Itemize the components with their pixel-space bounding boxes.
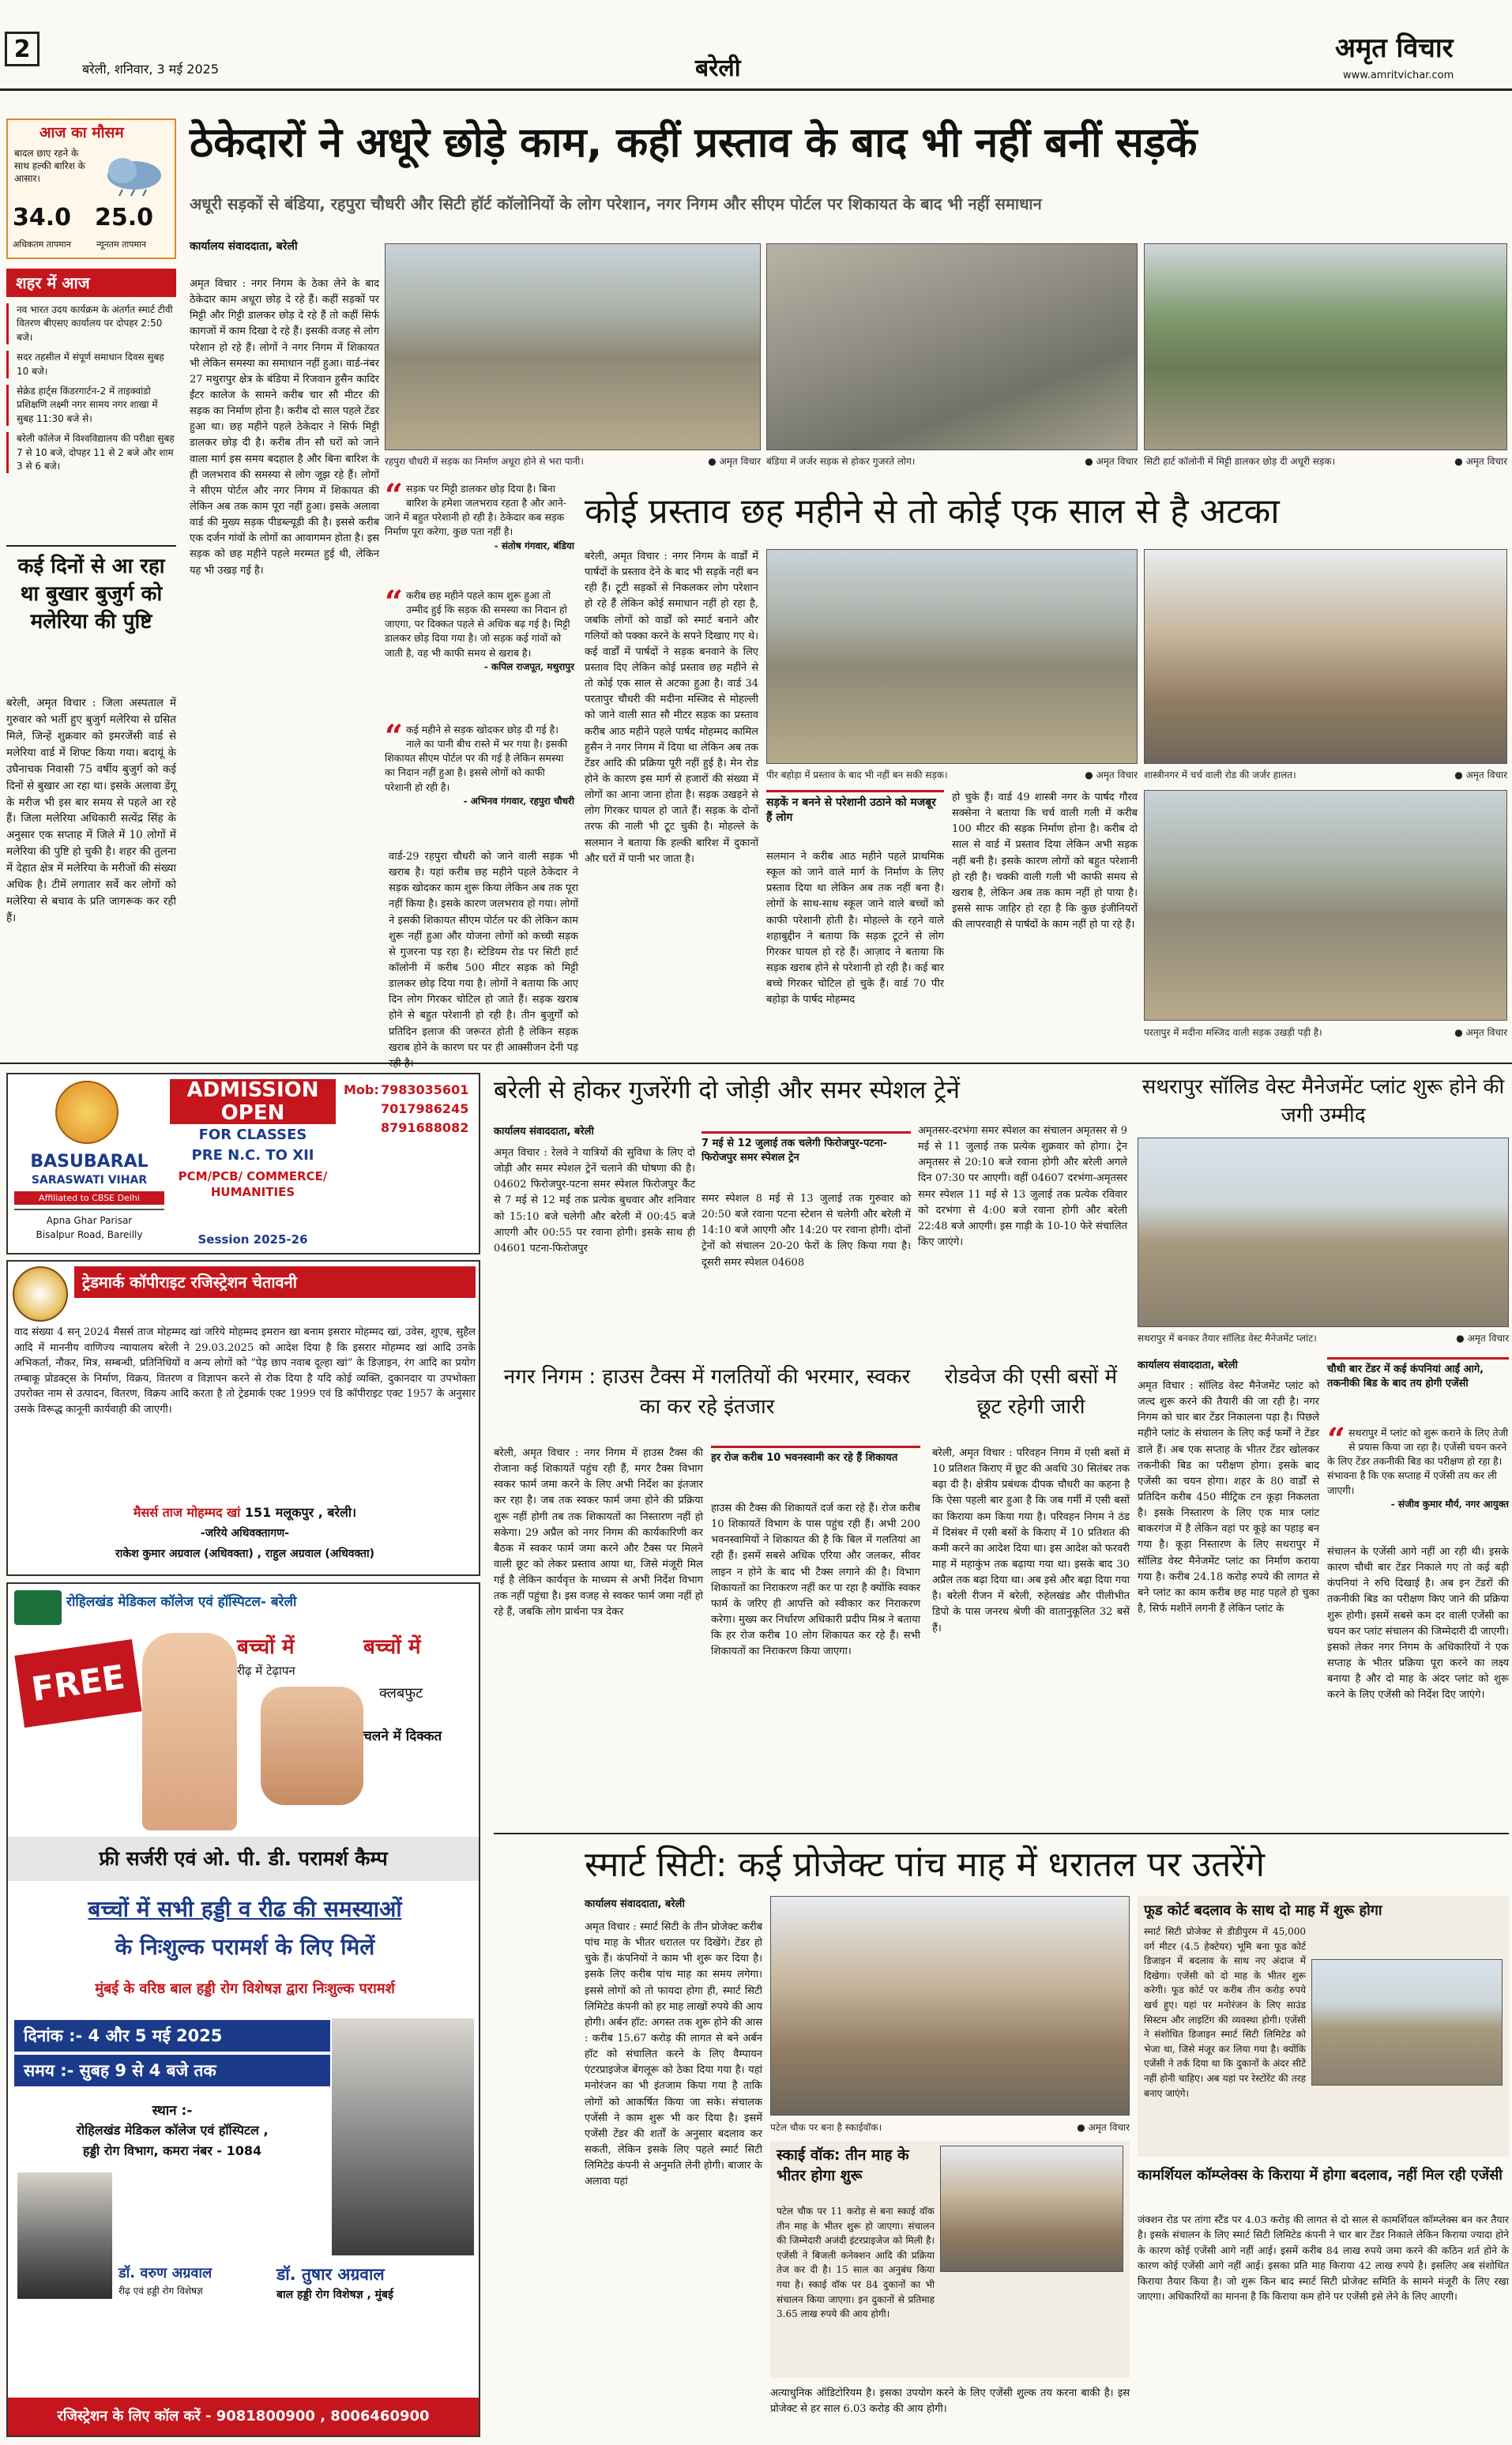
- medical-org: रोहिलखंड मेडिकल कॉलेज एवं हॉस्पिटल- बरेली: [66, 1594, 297, 1610]
- brand-seal-icon: [13, 1266, 68, 1322]
- waste-quote-text: सथरापुर में प्लांट को शुरू कराने के लिए तेजी से प्रयास किया जा रहा है। एजेंसी चयन करने के लिए टेंडर तकनीकी बिड का परीक्षण हो रहा है। संभावना है कि एक सप्ताह में एजेंसी तय कर ली जाएगी।: [1327, 1427, 1509, 1496]
- section-title: बरेली: [695, 55, 741, 82]
- photo-food-court: [1311, 1959, 1503, 2086]
- doctor-1-title: रीढ़ एवं हड्डी रोग विशेषज्ञ: [118, 2285, 203, 2296]
- proposal-col-2: सलमान ने करीब आठ महीने पहले प्राथमिक स्कूल को जाने वाले मार्ग के निर्माण के लिए प्रस्ताव दिया था लेकिन अब तक नहीं बना है। लोगों के साथ-साथ स्कूल जाने वाले बच्चों को काफी परेशानी होती है। मोहल्ले के रहने वाले शहाबुद्दीन ने बताया कि सड़क टूटने से लोग गिरकर घायल हो रहे हैं। आज़ाद ने बताया कि सड़क खराब होने से परेशानी हो रही है। कई बार बच्चे गिरकर चोटिल हो चुके हैं। वार्ड 70 पीर बहोड़ा के पार्षद मोहम्मद: [766, 851, 944, 1006]
- quote-mark-icon: “: [385, 584, 404, 621]
- divider: [494, 1833, 1509, 1834]
- max-temp: 34.0: [13, 204, 72, 231]
- quote-2: [385, 584, 574, 707]
- condition-1: बच्चों में: [237, 1635, 295, 1659]
- quote-1-text: सड़क पर मिट्टी डालकर छोड़ दिया है। बिना बारिश के हमेशा जलभराव रहता है और आने-जाने में बहुत परेशानी हो रही है। ठेकेदार कब सड़क निर्माण पूरा करेगा, कुछ पता नहीं है।: [385, 483, 566, 538]
- tax-box: [711, 1446, 920, 1493]
- proposal-headline: कोई प्रस्ताव छह महीने से तो कोई एक साल से है अटका: [585, 491, 1280, 532]
- photo-peerbahora: [766, 549, 1138, 764]
- waste-col-1: अमृत विचार : सॉलिड वेस्ट मैनेजमेंट प्लांट को जल्द शुरू करने की तैयारी की जा रही है। नगर निगम को चार बार टेंडर निकालना पड़ा है। पिछले महीने प्लांट के संचालन के लिए कई फर्मों ने टेंडर डाले हैं। अब एक सप्ताह के भीतर टेंडर खोलकर तकनीकी बिड का परीक्षण होगा। इसके बाद एजेंसी का चयन होगा। शहर के 80 वार्डों से प्रतिदिन करीब 450 मीट्रिक टन कूड़ा निकलता है। इसके निस्तारण के लिए एक मात्र प्लांट बाकरगंज में है लेकिन वहां पर कूड़े का पहाड़ बन गया है। कूड़ा निस्तारण के लिए सथरापुर में सॉलिड वेस्ट मैनेजमेंट प्लांट का निर्माण कराया गया है। करीब 24.18 करोड़ रुपये की लागत से बने प्लांट का काम करीब छह माह पहले हो चुका है, सिर्फ मशीनें लगनी हैं लेकिन प्लांट के: [1138, 1380, 1319, 1615]
- city-today-list: [6, 303, 176, 480]
- phone-2[interactable]: 7017986245: [381, 1101, 469, 1116]
- city-today-item: बरेली कॉलेज में विश्वविद्यालय की परीक्षा सुबह 7 से 10 बजे, दोपहर 11 से 2 बजे और शाम 3 से 6 बजे।: [6, 432, 176, 473]
- quote-3-author: - अभिनव गंगवार, रहपुरा चौधरी: [463, 795, 574, 807]
- train-box: [701, 1131, 911, 1187]
- skywalk-box: [770, 2141, 1130, 2378]
- photo-paratapur: [1144, 790, 1507, 1021]
- ad-trademark: [6, 1260, 480, 1576]
- waste-byline: कार्यालय संवाददाता, बरेली: [1138, 1360, 1238, 1371]
- divider: [0, 1063, 1512, 1064]
- trademark-firm-line: [14, 1503, 476, 1521]
- admission-open: ADMISSION OPEN: [170, 1079, 336, 1124]
- weather-title: आज का मौसम: [39, 124, 124, 141]
- photo-rahpura-credit: ● अमृत विचार: [708, 456, 761, 467]
- school-addr1: Apna Ghar Parisar: [46, 1215, 133, 1226]
- skywalk-photo-credit: ● अमृत विचार: [1077, 2122, 1130, 2133]
- child-spine-image: [142, 1633, 237, 1830]
- main-headline: ठेकेदारों ने अधूरे छोड़े काम, कहीं प्रस्ताव के बाद भी नहीं बनीं सड़कें: [190, 119, 1198, 167]
- school-building-image: [14, 1209, 164, 1210]
- phone-1[interactable]: 7983035601: [381, 1082, 469, 1097]
- hospital-logo-icon: [14, 1590, 62, 1625]
- trademark-body: वाद संख्या 4 सन् 2024 मैसर्स ताज मोहम्मद खां जरिये मोहम्मद इमरान खा बनाम इसरार मोहम्मद खां, उवेस, शुएब, सुहैल आदि में माननीय वाणिज्य न्यायालय बरेली ने 29.03.2025 को आदेश दिया है कि इसरार मोहम्मद खां आदि उनके अभिकर्ता, नौकर, मित्र, सम्बन्धी, प्रतिनिधियों व अन्य लोगों को “पेड़ छाप नवाब दूल्हा खां” के डिज़ाइन, रंग आदि का प्रयोग तम्बाकू प्रोडक्ट्स के निर्माण, विक्रय, वितरण व विज्ञापन करने से रोक दिया है यदि कोई व्यक्ति, दुकानदार या उपभोक्ता उपरोक्त नाम से उत्पादन, वितरण, विक्रय आदि करता है तो ट्रेडमार्क एक्ट 1999 एवं डि कॉपीराइट एक्ट 1957 के अनुसार उसके विरूद्ध कानूनी कार्यवाही की जाएगी।: [14, 1326, 476, 1416]
- phone-3[interactable]: 8791688082: [381, 1120, 469, 1135]
- tax-headline: नगर निगम : हाउस टैक्स में गलतियों की भरमार, स्वकर का कर रहे इंतजार: [503, 1365, 911, 1419]
- for-classes: FOR CLASSES: [198, 1127, 307, 1143]
- city-today-item: सदर तहसील में संपूर्ण समाधान दिवस सुबह 10 बजे।: [6, 351, 176, 378]
- website: www.amritvichar.com: [1343, 70, 1454, 81]
- smart-col-2: अत्याधुनिक ऑडिटोरियम है। इसका उपयोग करने के लिए एजेंसी शुल्क तय करना बाकी है। इस प्रोजेक्ट से हर साल 6.03 करोड़ की आय होगी।: [770, 2387, 1130, 2416]
- quote-3-text: कई महीने से सड़क खोदकर छोड़ दी गई है। नाले का पानी बीच रास्ते में भर गया है। इसकी शिकायत सीएम पोर्टल पर की गई है लेकिन समस्या का निदान नहीं हुआ है। इससे लोगों को काफी परेशानी हो रही है।: [385, 724, 568, 793]
- photo-bandiya-caption: बंडिया में जर्जर सड़क से होकर गुजरते लोग।: [766, 456, 916, 467]
- registration-line[interactable]: रजिस्ट्रेशन के लिए कॉल करें - 9081800900 , 8006460900: [8, 2398, 479, 2436]
- main-byline: कार्यालय संवाददाता, बरेली: [190, 240, 298, 253]
- school-logo-icon: [55, 1081, 118, 1144]
- masthead-rule: [0, 88, 1512, 91]
- doctor-2-title: बाल हड्डी रोग विशेषज्ञ , मुंबई: [276, 2289, 393, 2301]
- school-name: BASUBARAL: [30, 1152, 149, 1172]
- photo-cityheart-caption: सिटी हार्ट कॉलोनी में मिट्टी डालकर छोड़ दी अधूरी सड़क।: [1144, 456, 1336, 467]
- medical-place-label: स्थान :-: [152, 2103, 193, 2119]
- waste-photo-caption: सथरापुर में बनकर तैयार सॉलिड वेस्ट मैनेजमेंट प्लांट।: [1138, 1333, 1317, 1344]
- trademark-title: ट्रेडमार्क कॉपीराइट रजिस्ट्रेशन चेतावनी: [74, 1266, 476, 1298]
- condition-2-extra: चलने में दिक्कत: [363, 1728, 442, 1744]
- photo-paratapur-credit: ● अमृत विचार: [1454, 1027, 1507, 1038]
- bus-col: बरेली, अमृत विचार : परिवहन निगम में एसी बसों में 10 प्रतिशत किराए में छूट की अवधि 30 सितंबर तक बढ़ा दी है। क्षेत्रीय प्रबंधक दीपक चौधरी का कहना है कि ऐसा पहली बार हुआ है कि जब गर्मी में एसी बसों का किराया कम किया गया है। परिवहन निगम ने ठंड में दिसंबर में एसी बसों के किराए में 10 प्रतिशत की कमी करने का आदेश दिया था। इस आदेश को फरवरी माह में महाकुंभ तक बढ़ाया गया था। इसके बाद 30 अप्रैल तक बढ़ा दिया था। अब इसे और बढ़ा दिया गया है। बरेली रीजन में बरेली, रुहेलखंड और पीलीभीत डिपो के पास जनरथ श्रेणी की वातानुकूलित 32 बसें हैं।: [932, 1447, 1130, 1634]
- photo-skywalk-shops: [940, 2146, 1123, 2272]
- train-box-text: 7 मई से 12 जुलाई तक चलेगी फिरोजपुर-पटना-फिरोजपुर समर स्पेशल ट्रेन: [701, 1138, 887, 1164]
- medical-place2: हड्डी रोग विभाग, कमरा नंबर - 1084: [82, 2143, 262, 2158]
- camp-banner: फ्री सर्जरी एवं ओ. पी. डी. परामर्श कैम्प: [8, 1837, 479, 1881]
- quote-mark-icon: “: [385, 477, 404, 514]
- skywalk-body: पटेल चौक पर 11 करोड़ से बना स्काई वॉक तीन माह के भीतर शुरू हो जाएगा। संचालन की जिम्मेदारी अजंदी इंटरप्राइजेज को मिली है। एजेंसी ने बिजली कनेक्शन आदि की प्रक्रिया तेज कर दी है। 15 साल का अनुबंध किया गया है। स्काई वॉक पर 84 दुकानों का भी संचालन किया जाएगा। इन दुकानों से प्रतिमाह 3.65 लाख रुपये की आय होगी।: [777, 2206, 935, 2320]
- quote-mark-icon: “: [385, 718, 404, 755]
- weather-desc: बादल छाए रहने के साथ हल्की बारिश के आसार।: [14, 148, 85, 185]
- page-number: 2: [5, 32, 39, 66]
- bus-headline: रोडवेज की एसी बसों में छूट रहेगी जारी: [944, 1365, 1118, 1419]
- quote-1-author: - संतोष गंगवार, बंडिया: [494, 540, 574, 551]
- mob-label: Mob:: [344, 1082, 379, 1097]
- proposal-col-1: बरेली, अमृत विचार : नगर निगम के वार्डों में पार्षदों के प्रस्ताव देने के बाद भी सड़कें नहीं बन रही हैं। टूटी सड़कों से निकलकर लोग परेशान हो रहे हैं लेकिन कोई समाधान नहीं हो रहा है, जबकि लोगों को वार्डों को स्मार्ट बनाने और गलियों को पक्का करने के सपने दिखाए गए थे। कई वार्डों में पार्षदों ने सड़क बनवाने के लिए प्रस्ताव दिए लेकिन कोई प्रस्ताव छह महीने से तो कोई एक साल से अटका हुआ है। वार्ड 34 परतापुर चौधरी की मदीना मस्जिद से मोहल्ली को जाने वाली सात सौ मीटर सड़क का प्रस्ताव करीब आठ महीने पहले पार्षद मोहम्मद कामिल हुसैन ने नगर निगम में दिया था लेकिन अब तक टेंडर आदि की प्रक्रिया पूरी नहीं हुई है। मेन रोड होने के कारण इस मार्ग से हजारों की संख्या में लोगों का आना जाना होता है। सड़क उखड़ने से लोग गिरकर घायल हो जाते हैं। सड़क के दोनों तरफ की नाली भी टूट चुकी है। मोहल्ले के सलमान ने बताया कि हल्की बारिश में दुकानों और घरों में पानी भर जाता है।: [585, 551, 758, 865]
- food-body: स्मार्ट सिटी प्रोजेक्ट से डीडीपुरम में 45,000 वर्ग मीटर (4.5 हेक्टेयर) भूमि बना फूड कोर्ट डिजाइन में बदलाव के साथ नए अंदाज में दिखेगा। एजेंसी को दो माह के भीतर शुरू करेगी। फूड कोर्ट पर करीब तीन करोड़ रुपये खर्च हुए। यहां पर मनोरंजन के लिए साउंड सिस्टम और लाइटिंग की व्यवस्था होगी। एजेंसी ने संशोधित डिजाइन स्मार्ट सिटी लिमिटेड को भेजा था, जिसे मंजूर कर लिया गया है। क्योंकि एजेंसी ने तर्क दिया था कि दुकानों के अंदर सीटें नहीं होनी चाहिए। अब यहां पर रेस्टोरेंट की तरह बनाए जाएंगे।: [1144, 1926, 1306, 2099]
- train-col-1: अमृत विचार : रेलवे ने यात्रियों की सुविधा के लिए दो जोड़ी और समर स्पेशल ट्रेनें चलाने की घोषणा की है। 04602 फिरोजपुर-पटना समर स्पेशल फिरोजपुर कैंट से 7 मई से 12 मई तक प्रत्येक बुधवार और शनिवार को 15:10 बजे चलेगी और बरेली में 00:45 बजे आएगी और 00:55 पर रवाना होगी। इसके साथ ही 04601 पटना-फिरोजपुर: [494, 1147, 695, 1254]
- waste-col-2: संचालन के एजेंसी आगे नहीं आ रही थी। इसके कारण चौथी बार टेंडर निकाले गए तो कई बड़ी कंपनियां ने रुचि दिखाई है। अब इन टेंडरों की तकनीकी बिड का परीक्षण किए जाने की प्रक्रिया शुरू होगी। इसमें सबसे कम दर वाली एजेंसी का चयन कर प्लांट संचालन की जिम्मेदारी दी जाएगी। इसको लेकर नगर निगम के अधिकारियों ने एक सप्ताह के भीतर प्रक्रिया पूरा करने का लक्ष्य बनाया है और दो माह के अंदर प्लांट को शुरू करने के लिए एजेंसी को निर्देश दिए जाएंगे।: [1327, 1546, 1509, 1702]
- quote-2-author: - कपिल राजपूत, मथुरापुर: [483, 660, 574, 672]
- smart-byline: कार्यालय संवाददाता, बरेली: [585, 1898, 685, 1910]
- free-badge: FREE: [14, 1639, 141, 1728]
- food-court-box: [1138, 1896, 1509, 2157]
- train-col-3: अमृतसर-दरभंगा समर स्पेशल का संचालन अमृतसर से 9 मई से 11 जुलाई तक प्रत्येक शुक्रवार को होगा। ट्रेन अमृतसर से 20:10 बजे रवाना होगी और बरेली अगले दिन 07:30 पर आएगी। वहीं 04607 दरभंगा-अमृतसर समर स्पेशल 11 मई से 13 जुलाई तक प्रत्येक रविवार को दरभंगा से 4:00 बजे रवाना होगी और बरेली 22:48 बजे आएगी। इस गाड़ी के 10-10 फेरे संचालित किए जाएंगे।: [918, 1125, 1127, 1248]
- photo-shastrinagar-caption: शास्त्रीनगर में चर्च वाली रोड की जर्जर हालत।: [1144, 769, 1296, 781]
- medical-line2: के निःशुल्क परामर्श के लिए मिलें: [115, 1934, 375, 1960]
- trademark-firm-addr: 151 मलूकपुर , बरेली।: [244, 1505, 357, 1520]
- photo-waste-plant: [1138, 1138, 1509, 1327]
- photo-rahpura: [385, 243, 761, 450]
- waste-headline: सथरापुर सॉलिड वेस्ट मैनेजमेंट प्लांट शुरू होने की जगी उम्मीद: [1142, 1075, 1505, 1128]
- masthead: [0, 0, 1512, 93]
- skywalk-title: स्काई वॉक: तीन माह के भीतर होगा शुरू: [777, 2146, 909, 2184]
- min-temp-label: न्यूनतम तापमान: [96, 239, 146, 250]
- doctor-1-name: डॉ. वरुण अग्रवाल: [118, 2265, 213, 2281]
- photo-peerbahora-credit: ● अमृत विचार: [1085, 769, 1138, 781]
- photo-cityheart: [1144, 243, 1507, 450]
- doctor-2-name: डॉ. तुषार अग्रवाल: [276, 2265, 385, 2284]
- city-today-box: [6, 269, 176, 529]
- dateline: बरेली, शनिवार, 3 मई 2025: [82, 62, 219, 77]
- condition-2: बच्चों में: [363, 1635, 421, 1659]
- city-today-title: शहर में आज: [6, 269, 176, 297]
- condition-2-desc: क्लबफुट: [379, 1685, 423, 1702]
- medical-time: समय :- सुबह 9 से 4 बजे तक: [14, 2055, 330, 2086]
- train-headline: बरेली से होकर गुजरेंगी दो जोड़ी और समर स्पेशल ट्रेनें: [494, 1076, 960, 1104]
- complex-title: कामर्शियल कॉम्प्लेक्स के किराया में होगा बदलाव, नहीं मिल रही एजेंसी: [1138, 2167, 1503, 2184]
- waste-quote: [1327, 1421, 1509, 1537]
- food-title: फूड कोर्ट बदलाव के साथ दो माह में शुरू होगा: [1144, 1902, 1382, 1919]
- quote-mark-icon: “: [1327, 1421, 1346, 1458]
- photo-paratapur-caption: परतापुर में मदीना मस्जिद वाली सड़क उखड़ी पड़ी है।: [1144, 1027, 1322, 1038]
- train-col-2: समर स्पेशल 8 मई से 13 जुलाई तक गुरुवार को 20:50 बजे रवाना पटना स्टेशन से चलेगी और बरेली में 14:10 बजे आएगी और 14:20 पर रवाना होगी। दोनों ट्रेनों को संचालन 20-20 फेरों के लिए किया गया है। दूसरी समर स्पेशल 04608: [701, 1193, 911, 1269]
- cloud-icon: [99, 152, 166, 197]
- quote-3: [385, 718, 574, 841]
- medical-place1: रोहिलखंड मेडिकल कॉलेज एवं हॉस्पिटल ,: [76, 2123, 269, 2138]
- medical-mumbai: मुंबई के वरिष्ठ बाल हड्डी रोग विशेषज्ञ द्वारा निःशुल्क परामर्श: [95, 1980, 395, 1997]
- main-subhead: अधूरी सड़कों से बंडिया, रहपुरा चौधरी और सिटी हॉर्ट कॉलोनियों के लोग परेशान, नगर निगम और सीएम पोर्टल पर शिकायत के बाद भी नहीं समाधान: [190, 194, 1042, 213]
- proposal-subhead-box: [766, 790, 944, 845]
- proposal-subhead: सड़कें न बनने से परेशानी उठाने को मजबूर हैं लोग: [766, 796, 936, 824]
- waste-box-text: चौथी बार टेंडर में कई कंपनियां आईं आगे, तकनीकी बिड के बाद तय होगी एजेंसी: [1327, 1364, 1484, 1390]
- ad-school: [6, 1073, 480, 1254]
- waste-box: [1327, 1357, 1509, 1420]
- photo-shastrinagar: [1144, 549, 1507, 764]
- waste-quote-author: - संजीव कुमार मौर्य, नगर आयुक्त: [1390, 1498, 1509, 1510]
- trademark-via: -जरिये अधिवक्तागण-: [200, 1527, 290, 1540]
- proposal-col-3: हो चुके हैं। वार्ड 49 शास्त्री नगर के पार्षद गौरव सक्सेना ने बताया कि चर्च वाली गली में करीब 100 मीटर की सड़क निर्माण होना है। करीब दो साल से वार्ड में प्रस्ताव दिया लेकिन अभी सड़क नहीं बनी है। इसके कारण लोगों को बहुत परेशानी हो रही है। चक्की वाली गली भी काफी समय से खराब है, लेकिन अब तक काम नहीं हो पाया है। इससे साफ जाहिर हो रहा है कि कुछ इंजीनियरों की लापरवाही से पार्षदों के काम नहीं हो पा रहे हैं।: [952, 792, 1138, 931]
- streams: PCM/PCB/ COMMERCE/ HUMANITIES: [178, 1169, 328, 1199]
- doctor-photo-1: [17, 2172, 112, 2299]
- city-today-item: सेक्रेड हार्ट्स किंडरगार्टन-2 में ताइक्वांडो प्रशिक्षणि लक्ष्मी नगर सामय नगर शाखा में सुबह 11:30 बजे से।: [6, 385, 176, 426]
- doctor-photo-2: [332, 2018, 474, 2255]
- train-byline: कार्यालय संवाददाता, बरेली: [494, 1126, 594, 1138]
- main-col-1: अमृत विचार : नगर निगम के ठेका लेने के बाद ठेकेदार काम अधूरा छोड़ दे रहे हैं। कहीं सड़कों पर मिट्टी और गिट्टी डालकर छोड़ दे रहे हैं तो कहीं सिर्फ कागजों में काम दिखा दे रहे हैं। इसकी वजह से लोग परेशान हो रहे हैं। लोगों ने नगर निगम में शिकायत भी लेकिन समस्या का समाधान नहीं हुआ। वार्ड-नंबर 27 मथुरापुर क्षेत्र के बंडिया में रिजवान हुसैन कादिर ईंटर कालेज के सामने करीब चार सौ मीटर की सड़क का निर्माण होना है। करीब दो साल पहले टेंडर हुआ था। छह महीने पहले ठेकेदार ने सिर्फ मिट्टी डालकर छोड़ दी है। करीब तीन सौ घरों को जाने वाला मार्ग इस समय बदहाल है और बिना बारिश के ही जलभराव की समस्या से लोग जूझ रहे हैं। लोगों ने सीएम पोर्टल और नगर निगम में शिकायत की लेकिन अब तक काम पूरा नहीं हुआ। इसके अलावा वार्ड की मुख्य सड़क पीडब्ल्यूडी की है। इससे करीब एक दर्जन गांवों के लोगों का आवागमन होता है। इस सड़क को छह महीने पहले मरम्मत हुई थी, लेकिन यह भी उखड़ गई है।: [190, 278, 379, 577]
- max-temp-label: अधिकतम तापमान: [13, 239, 71, 250]
- photo-shastrinagar-credit: ● अमृत विचार: [1454, 769, 1507, 781]
- ad-medical: [6, 1582, 480, 2437]
- trademark-lawyers: राकेश कुमार अग्रवाल (अधिवक्ता) , राहुल अग्रवाल (अधिवक्ता): [115, 1548, 375, 1560]
- smart-col-1: अमृत विचार : स्मार्ट सिटी के तीन प्रोजेक्ट करीब पांच माह के भीतर धरातल पर दिखेंगे। टेंडर हो चुके हैं। कंपनियों ने काम भी शुरू कर दिया है। इसके लिए करीब पांच माह का समय लगेगा। इससे लोगों को तो फायदा होगा ही, स्मार्ट सिटी लिमिटेड कंपनी को हर माह लाखों रुपये की आय होगी। अर्बन हॉट: अगस्त तक शुरू होने की आस : करीब 15.67 करोड़ की लागत से बने अर्बन हॉट को संचालित करने के लिए वैम्पायन एंटरप्राइजेज बेंगलूरू को ठेका दिया गया है। यहां मनोरंजन का भी इंतजाम किया गया है ताकि लोगों को आकर्षित किया जा सके। संचालक एजेंसी ने काम शुरू भी कर दिया है। इसमें एजेंसी टेंडर की शर्तों के अनुसार बदलाव कर सकती, लेकिन इसके लिए पहले स्मार्ट सिटी लिमिटेड कंपनी से अनुमति लेनी होगी। बाजार के अलावा यहां: [585, 1921, 762, 2188]
- trademark-firm: मैसर्स ताज मोहम्मद खां: [133, 1505, 241, 1520]
- complex-body: जंक्शन रोड पर तांगा स्टैंड पर 4.03 करोड़ की लागत से दो साल से कामर्शियल कॉम्प्लेक्स बन कर तैयार है। इसके संचालन के लिए स्मार्ट सिटी लिमिटेड कंपनी ने चार बार टेंडर निकाले लेकिन किराया ज्यादा होने के कारण कोई एजेंसी आगे नहीं आई। इसमें करीब 84 लाख रुपये जमा करने की कठिन शर्त होने के कारण कोई एजेंसी आगे नहीं आई। इसका प्रति माह किराया 42 लाख रुपये है। इसलिए अब संशोधित किराया तैयार किया है। जो शुरू किन बाद स्मार्ट सिटी प्रोजेक्ट समिति के सामने मंजूरी के लिए रखा जाएगा। अधिकारियों का मानना है कि किराया कम होने पर एजेंसी इसे लेने के लिए आएगी।: [1138, 2214, 1509, 2302]
- photo-cityheart-credit: ● अमृत विचार: [1454, 456, 1507, 467]
- school-addr2: Bisalpur Road, Bareilly: [36, 1229, 143, 1240]
- city-today-item: नव भारत उदय कार्यक्रम के अंतर्गत स्मार्ट टीवी वितरण बीएसए कार्यालय पर दोपहर 2:50 बजे।: [6, 303, 176, 344]
- weather-box: [6, 118, 176, 259]
- skywalk-photo-caption: पटेल चौक पर बना है स्काईवॉक।: [770, 2122, 882, 2133]
- session: Session 2025-26: [197, 1232, 308, 1247]
- medical-date: दिनांक :- 4 और 5 मई 2025: [14, 2020, 330, 2052]
- malaria-body: बरेली, अमृत विचार : जिला अस्पताल में गुरुवार को भर्ती हुए बुजुर्ग मलेरिया से ग्रसित मिले, जिन्हें शुक्रवार को इमरजेंसी वार्ड से मलेरिया वार्ड में शिफ्ट किया गया। बदायूं के उघैनाचक निवासी 75 वर्षीय बुजुर्ग को कई दिनों से बुखार आ रहा था। इसके अलावा डेंगू के मरीज भी इस बार समय से पहले आ रहे हैं। जिला मलेरिया अधिकारी सत्येंद्र सिंह के अनुसार एक सप्ताह में जिले में 10 लोगों में मलेरिया की पुष्टि हो चुकी है। शहर की तुलना में देहात क्षेत्र में मलेरिया के मरीजों की संख्या अधिक है। टीमें लगातार सर्वे कर लोगों को मलेरिया से बचाव के प्रति जागरूक कर रही हैं।: [6, 697, 177, 924]
- tax-col-1: बरेली, अमृत विचार : नगर निगम में हाउस टैक्स की रोजाना कई शिकायतें पहुंच रही हैं, मगर टैक्स विभाग स्वकर फार्म जमा करने के लिए अभी निर्देश का इंतजार कर रहा है। जब तक स्वकर फार्म जमा होने की प्रक्रिया शुरू नहीं होगी तब तक शिकायतों का निस्तारण नहीं हो सकेगा। 29 अप्रैल को नगर निगम की कार्यकारिणी कर बैठक में स्वकर फार्म जमा करने और टैक्स पर मिलने वाली छूट को लेकर प्रस्ताव आया था, जिसे मंजूरी मिल गई है लेकिन कार्यवृत्त के माध्यम से अभी निर्देश विभाग तक नहीं पहुंचा है। इस वजह से स्वकर फार्म जमा नहीं हो रहे हैं, जबकि लोग प्रार्थना पत्र देकर: [494, 1447, 703, 1619]
- photo-rahpura-caption: रहपुरा चौधरी में सड़क का निर्माण अधूरा होने से भरा पानी।: [385, 456, 584, 467]
- child-foot-image: [261, 1687, 363, 1805]
- photo-bandiya-credit: ● अमृत विचार: [1085, 456, 1138, 467]
- school-aff: Affiliated to CBSE Delhi: [14, 1191, 164, 1205]
- min-temp: 25.0: [95, 204, 154, 231]
- waste-photo-credit: ● अमृत विचार: [1456, 1333, 1509, 1344]
- tax-box-text: हर रोज करीब 10 भवनस्वामी कर रहे हैं शिकायत: [711, 1452, 898, 1464]
- classes: PRE N.C. TO XII: [191, 1147, 314, 1164]
- tax-col-2: हाउस की टैक्स की शिकायतें दर्ज करा रहे हैं। रोज करीब 10 शिकायतें विभाग के पास पहुंच रही हैं। अभी 200 भवनस्वामियों ने शिकायत की है कि बिल में गलतियां आ रही हैं। इसमें सबसे अधिक एरिया और जलकर, सीवर लाइन न होने के बाद भी टैक्स लगाने की है। विभाग शिकायतों का निराकरण नहीं कर पा रहा है क्योंकि स्वकर फार्म के जरिए ही आपत्ति को स्वीकार कर निराकरण करेगा। मुख्य कर निर्धारण अधिकारी प्रदीप मिश्र ने बताया कि हर रोज करीब 10 लोग शिकायत कर रहे हैं। सभी शिकायतों का निराकरण किया जाएगा।: [711, 1503, 920, 1658]
- divider: [6, 545, 176, 547]
- medical-line1: बच्चों में सभी हड्डी व रीढ की समस्याओं: [88, 1896, 402, 1922]
- school-sub: SARASWATI VIHAR: [31, 1174, 148, 1187]
- quote-1: [385, 477, 574, 577]
- photo-peerbahora-caption: पीर बहोड़ा में प्रस्ताव के बाद भी नहीं बन सकी सड़क।: [766, 769, 948, 781]
- malaria-headline: कई दिनों से आ रहा था बुखार बुजुर्ग को मलेरिया की पुष्टि: [17, 555, 165, 634]
- brand-logo: अमृत विचार: [1335, 32, 1454, 64]
- main-col-2: वार्ड-29 रहपुरा चौधरी को जाने वाली सड़क भी खराब है। यहां करीब छह महीने पहले ठेकेदार ने सड़क खोदकर काम शुरू किया लेकिन अब तक पूरा नहीं किया है। इसके कारण जलभराव हो गया। लोगों ने इसकी शिकायत सीएम पोर्टल पर की लेकिन काम शुरू नहीं हुआ और योजना लोगों को कच्ची सड़क से गुजरना पड़ रहा है। स्टेडियम रोड पर सिटी हार्ट कॉलोनी में करीब 500 मीटर सड़क को मिट्टी डालकर छोड़ दिया गया है। लोगों ने बताया कि आए दिन लोग गिरकर चोटिल हो जाते हैं। सड़क खराब होने से बहुत परेशानी हो रही है। तीन बुजुर्गों को प्रतिदिन इलाज की जरूरत होती है लेकिन सड़क खराब होने के कारण घर पर ही आक्सीजन देनी पड़: [389, 851, 578, 1054]
- quote-2-text: करीब छह महीने पहले काम शुरू हुआ तो उम्मीद हुई कि सड़क की समस्या का निदान हो जाएगा, पर दिक्कत पहले से अधिक बढ़ गई है। मिट्टी डालकर छोड़ दिया गया है। जो सड़क कई गांवों को जाती है, वह भी काफी समय से खराब है।: [385, 589, 570, 659]
- photo-skywalk: [770, 1896, 1130, 2116]
- condition-1-desc: रीढ़ में टेढ़ापन: [237, 1664, 295, 1678]
- smart-headline: स्मार्ट सिटी: कई प्रोजेक्ट पांच माह में धरातल पर उतरेंगे: [585, 1845, 1266, 1885]
- photo-bandiya: [766, 243, 1138, 450]
